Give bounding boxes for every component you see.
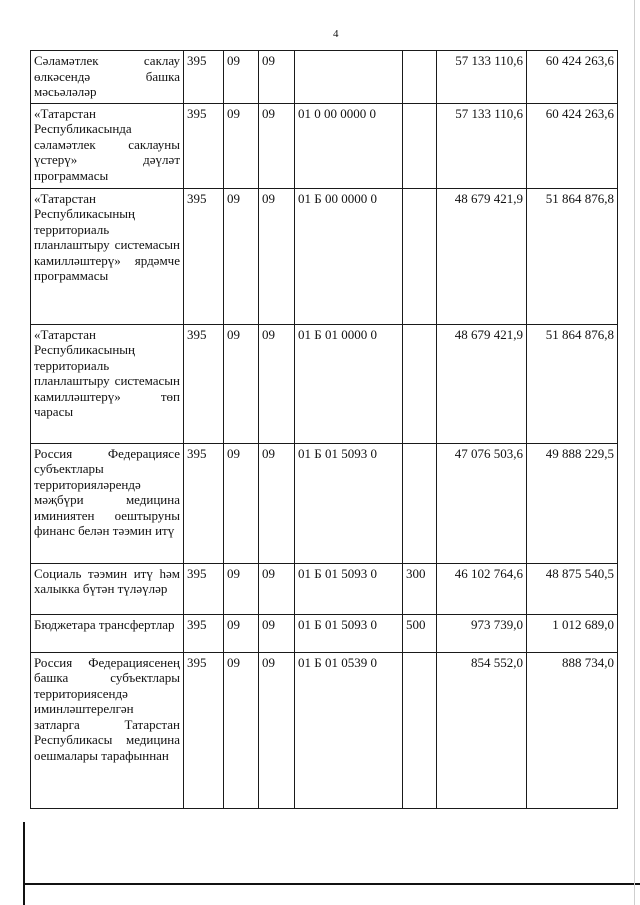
sum-year-2: 51 864 876,8 <box>527 324 618 443</box>
target-code: 01 Б 01 0000 0 <box>295 324 403 443</box>
target-code: 01 Б 01 5093 0 <box>295 443 403 563</box>
section-code: 09 <box>224 443 259 563</box>
row-name: Бюджетара трансфертлар <box>31 614 184 652</box>
expense-type: 300 <box>403 563 437 614</box>
section-code: 09 <box>224 614 259 652</box>
sum-year-1: 973 739,0 <box>437 614 527 652</box>
target-code: 01 0 00 0000 0 <box>295 103 403 188</box>
section-code: 09 <box>224 324 259 443</box>
sum-year-2: 60 424 263,6 <box>527 103 618 188</box>
ministry-code: 395 <box>184 51 224 104</box>
ministry-code: 395 <box>184 443 224 563</box>
table-row <box>31 563 618 614</box>
section-code: 09 <box>224 563 259 614</box>
sum-year-1: 57 133 110,6 <box>437 51 527 104</box>
row-name: «Татарстан Республикасында сәламәтлек саклауны үстерү» дәүләт программасы <box>31 103 184 188</box>
expense-type <box>403 103 437 188</box>
sum-year-2: 1 012 689,0 <box>527 614 618 652</box>
sum-year-1: 57 133 110,6 <box>437 103 527 188</box>
sum-year-2: 60 424 263,6 <box>527 51 618 104</box>
row-name: Социаль тәэмин итү һәм халыкка бүтән түләүләр <box>31 563 184 614</box>
target-code: 01 Б 01 5093 0 <box>295 614 403 652</box>
section-code: 09 <box>224 103 259 188</box>
budget-table <box>30 50 618 809</box>
subsection-code: 09 <box>259 614 295 652</box>
page-number: 4 <box>333 28 339 40</box>
expense-type <box>403 51 437 104</box>
expense-type <box>403 188 437 324</box>
row-name: «Татарстан Республикасының территориаль планлаштыру системасын камилләштерү» ярдәмче программасы <box>31 188 184 324</box>
sum-year-1: 854 552,0 <box>437 652 527 808</box>
scan-right-edge <box>634 0 635 905</box>
subsection-code: 09 <box>259 324 295 443</box>
sum-year-2: 48 875 540,5 <box>527 563 618 614</box>
row-name: «Татарстан Республикасының территориаль планлаштыру системасын камилләштерү» төп чарасы <box>31 324 184 443</box>
target-code: 01 Б 01 5093 0 <box>295 563 403 614</box>
table-row <box>31 188 618 324</box>
ministry-code: 395 <box>184 103 224 188</box>
subsection-code: 09 <box>259 51 295 104</box>
target-code: 01 Б 00 0000 0 <box>295 188 403 324</box>
expense-type <box>403 652 437 808</box>
table-row <box>31 51 618 104</box>
ministry-code: 395 <box>184 614 224 652</box>
subsection-code: 09 <box>259 103 295 188</box>
row-name: Россия Федерациясе субъектлары территорияләрендә мәҗбүри медицина иминиятен оештыруны финанс белән тәэмин итү <box>31 443 184 563</box>
row-name: Сәламәтлек саклау өлкәсендә башка мәсьәләләр <box>31 51 184 104</box>
expense-type <box>403 324 437 443</box>
sum-year-2: 51 864 876,8 <box>527 188 618 324</box>
subsection-code: 09 <box>259 188 295 324</box>
row-name: Россия Федерациясенең башка субъектлары территориясендә иминләштерелгән затларга Татарстан Республикасы медицина оешмалары тарафыннан <box>31 652 184 808</box>
ministry-code: 395 <box>184 324 224 443</box>
table-row <box>31 614 618 652</box>
table-row <box>31 652 618 808</box>
sum-year-2: 888 734,0 <box>527 652 618 808</box>
expense-type: 500 <box>403 614 437 652</box>
table-row <box>31 443 618 563</box>
scan-left-edge <box>23 822 25 905</box>
sum-year-2: 49 888 229,5 <box>527 443 618 563</box>
sum-year-1: 48 679 421,9 <box>437 324 527 443</box>
target-code: 01 Б 01 0539 0 <box>295 652 403 808</box>
scan-bottom-edge <box>23 883 640 885</box>
ministry-code: 395 <box>184 563 224 614</box>
sum-year-1: 48 679 421,9 <box>437 188 527 324</box>
sum-year-1: 47 076 503,6 <box>437 443 527 563</box>
target-code <box>295 51 403 104</box>
ministry-code: 395 <box>184 652 224 808</box>
subsection-code: 09 <box>259 563 295 614</box>
expense-type <box>403 443 437 563</box>
table-row <box>31 324 618 443</box>
subsection-code: 09 <box>259 652 295 808</box>
section-code: 09 <box>224 652 259 808</box>
section-code: 09 <box>224 51 259 104</box>
subsection-code: 09 <box>259 443 295 563</box>
sum-year-1: 46 102 764,6 <box>437 563 527 614</box>
section-code: 09 <box>224 188 259 324</box>
ministry-code: 395 <box>184 188 224 324</box>
table-row <box>31 103 618 188</box>
